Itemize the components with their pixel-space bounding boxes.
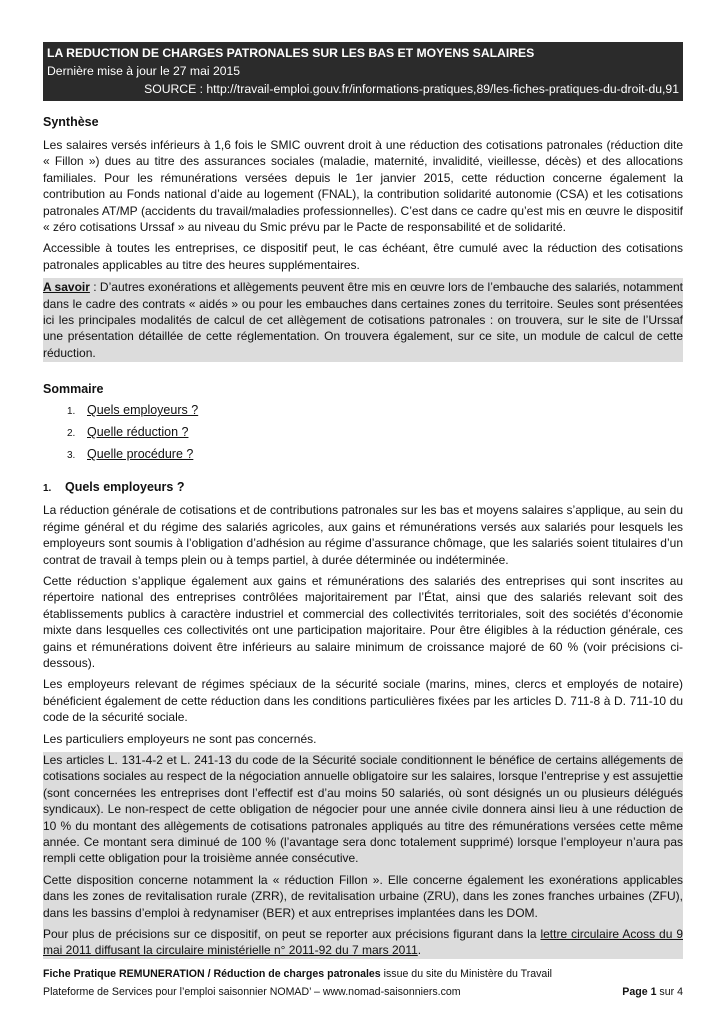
- toc-item: [67, 400, 683, 422]
- last-updated: Dernière mise à jour le 27 mai 2015: [47, 64, 241, 78]
- legal-note-paragraph-1: Les articles L. 131-4-2 et L. 241-13 du code de la Sécurité sociale conditionnent le bénéfice de certains allégements de cotisations sociales au respect de la négociation annuelle obligatoire sur les salaires, lorsque l’entreprise y est assujettie (sont concernées les entreprises dont l’effectif est d’au moins 50 salariés, où sont désignés un ou plusieurs délégués syndicaux). Le non-respect de cette obligation de négocier pour une année civile donnera ainsi lieu à une réduction de 10 % du montant des allègements de cotisations patronales appliqués au titre des rémunérations versées cette même année. Ce montant sera diminué de 100 % (l’avantage sera donc totalement supprimé) lorsque l’employeur n’aura pas rempli cette obligation pour la troisième année consécutive.: [43, 752, 683, 866]
- toc-link-reduction[interactable]: Quelle réduction ?: [87, 425, 189, 440]
- document-title: LA REDUCTION DE CHARGES PATRONALES SUR LES BAS ET MOYENS SALAIRES: [47, 46, 535, 60]
- page-number: [622, 983, 683, 1001]
- footer-platform: Plateforme de Services pour l’emploi saisonnier NOMAD’ – www.nomad-saisonniers.com: [43, 986, 461, 998]
- source-url[interactable]: SOURCE : http://travail-emploi.gouv.fr/informations-pratiques,89/les-fiches-pratiques-du-droit-du,91: [144, 82, 679, 96]
- toc-link-employeurs[interactable]: Quels employeurs ?: [87, 403, 199, 418]
- section-1-paragraph-1: La réduction générale de cotisations et de contributions patronales sur les bas et moyens salaires s’applique, au sein du régime général et du régime des salariés agricoles, aux gains et rémunérations versés aux salariés pour lesquels les employeurs sont soumis à l’obligation d’adhésion au régime d’assurance chômage, que les salariés soient titulaires d’un contrat de travail à temps plein ou à temps partiel, à durée déterminée ou indéterminée.: [43, 503, 683, 567]
- sommaire-heading: Sommaire: [43, 382, 104, 397]
- synthese-paragraph-2: Accessible à toutes les entreprises, ce dispositif peut, le cas échéant, être cumulé avec la réduction des cotisations patronales applicables au titre des heures supplémentaires.: [43, 241, 683, 272]
- legal-note-paragraph-2: Cette disposition concerne notamment la « réduction Fillon ». Elle concerne également les exonérations applicables dans les zones de revitalisation rurale (ZRR), de revitalisation urbaine (ZRU), dans les zones franches urbaines (ZFU), dans les bassins d’emploi à redynamiser (BER) et aux entreprises implantées dans les DOM.: [43, 872, 683, 920]
- synthese-heading: Synthèse: [43, 115, 99, 129]
- section-1-paragraph-3: Les employeurs relevant de régimes spéciaux de la sécurité sociale (marins, mines, clercs et employés de notaire) bénéficient également de cette réduction dans les conditions particulières fixées par les articles D. 711-8 à D. 711-10 du code de la sécurité sociale.: [43, 677, 683, 725]
- footer-fiche-title: Fiche Pratique REMUNERATION / Réduction de charges patronales: [43, 968, 381, 980]
- page-current: 1: [650, 986, 657, 998]
- footer-line-1: [43, 965, 683, 983]
- acoss-circular-link[interactable]: lettre circulaire Acoss du 9 mai 2011 diffusant la circulaire ministérielle n° 2011-92 du 7 mars 2011: [43, 927, 683, 958]
- legal-note-text: Pour plus de précisions sur ce dispositif, on peut se reporter aux précisions figurant dans la: [43, 927, 541, 942]
- page-label: Page: [622, 986, 648, 998]
- document-page: [43, 42, 683, 964]
- section-number: 1.: [43, 483, 52, 495]
- toc-link-procedure[interactable]: Quelle procédure ?: [87, 447, 194, 462]
- toc-number: 2.: [67, 428, 76, 440]
- toc-item: [67, 422, 683, 444]
- page-separator: sur: [659, 986, 675, 998]
- table-of-contents: [43, 400, 683, 466]
- page-footer: [43, 965, 683, 1001]
- section-1-paragraph-4: Les particuliers employeurs ne sont pas concernés.: [43, 731, 317, 746]
- legal-note-paragraph-3: [43, 926, 683, 959]
- document-header: [43, 42, 683, 101]
- a-savoir-label: A savoir: [43, 280, 90, 295]
- a-savoir-box: [43, 278, 683, 362]
- footer-source: issue du site du Ministère du Travail: [380, 968, 553, 980]
- section-1-paragraph-2: Cette réduction s’applique également aux gains et rémunérations des salariés des entreprises qui sont inscrites au répertoire national des entreprises contrôlées majoritairement par l’État, ainsi que des salariés relevant soit des établissements publics à caractère industriel et commercial des collectivités territoriales, soit des sociétés d’économie mixte dans lesquelles ces collectivités ont une participation majoritaire. Pour être éligibles à la réduction générale, ces gains et rémunérations doivent être inférieurs au salaire minimum de croissance majoré de 60 % (voir précisions ci-dessous).: [43, 573, 683, 670]
- legal-note-box: [43, 752, 683, 959]
- footer-line-2: [43, 983, 683, 1001]
- legal-note-end: .: [417, 943, 422, 958]
- section-title: Quels employeurs ?: [65, 480, 185, 495]
- a-savoir-text: : D’autres exonérations et allègements peuvent être mis en œuvre lors de l’embauche des salariés, notamment dans le cadre des contrats « aidés » ou pour les embauches dans certaines zones du territoire. Seules sont présentées ici les principales modalités de calcul de cet allègement de cotisations patronales : on trouvera, sur le site de l’Urssaf une présentation détaillée de cette réglementation. On trouvera également, sur ce site, un module de calcul de cette réduction.: [43, 280, 683, 360]
- synthese-paragraph-1: Les salaires versés inférieurs à 1,6 fois le SMIC ouvrent droit à une réduction des cotisations patronales (réduction dite « Fillon ») dues au titre des assurances sociales (maladie, maternité, invalidité, vieillesse, décès) et des allocations familiales. Pour les rémunérations versées depuis le 1er janvier 2015, cette réduction concerne également la contribution au Fonds national d’aide au logement (FNAL), la contribution solidarité autonomie (CSA) et les cotisations patronales AT/MP (accidents du travail/maladies professionnelles). C’est dans ce cadre qu’est mis en œuvre le dispositif « zéro cotisations Urssaf » au niveau du Smic prévu par le Pacte de responsabilité et de solidarité.: [43, 138, 683, 235]
- toc-number: 1.: [67, 406, 76, 418]
- toc-number: 3.: [67, 450, 76, 462]
- page-total: 4: [677, 986, 683, 998]
- toc-item: [67, 444, 683, 466]
- section-1-heading: [43, 480, 683, 494]
